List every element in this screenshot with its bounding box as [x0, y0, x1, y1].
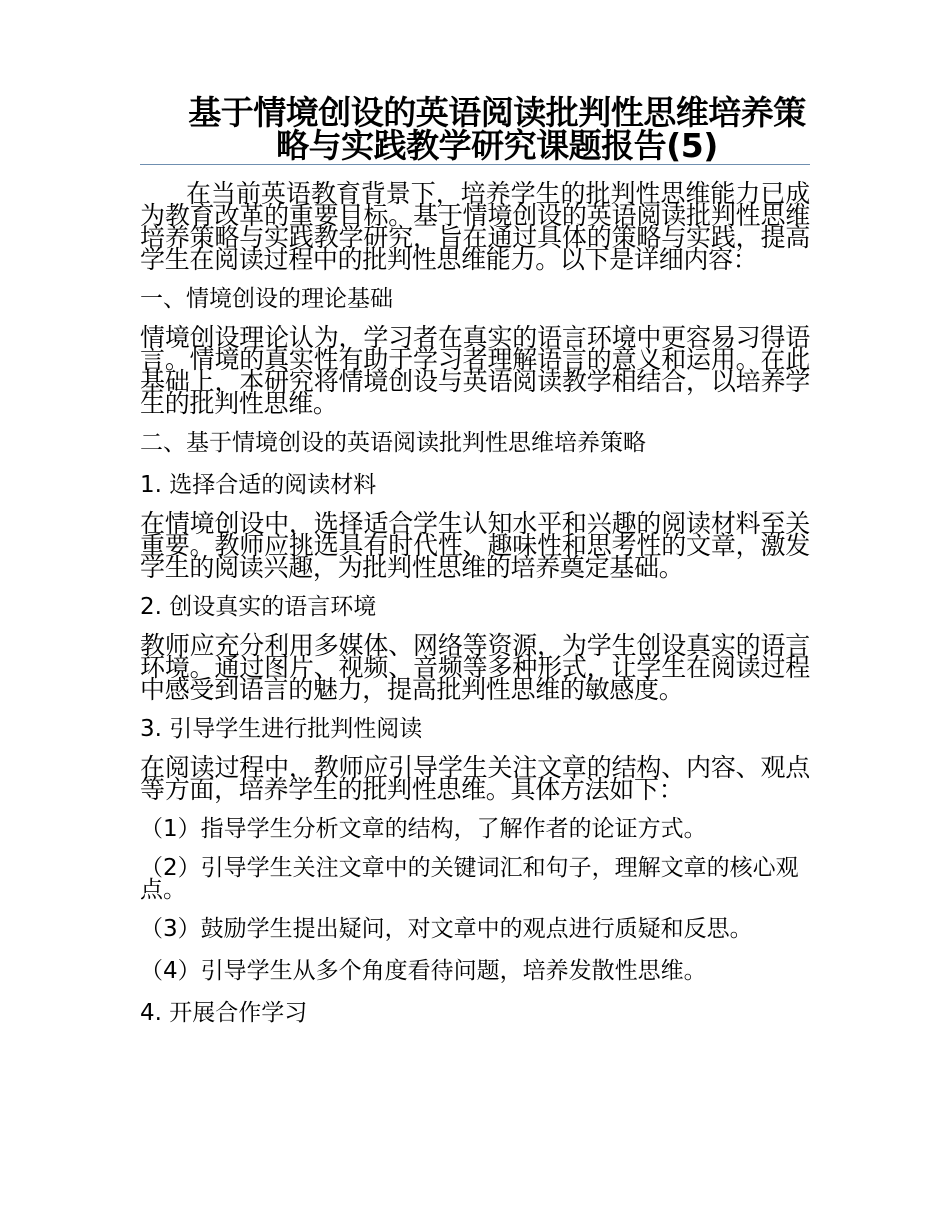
list-item: （1）指导学生分析文章的结构，了解作者的论证方式。 [140, 816, 707, 842]
intro-paragraph: 在当前英语教育背景下，培养学生的批判性思维能力已成为教育改革的重要目标。基于情境创设的英语阅读批判性思维培养策略与实践教学研究，旨在通过具体的策略与实践，提高学生在阅读过程中的批判性思维能力。以下是详细内容： [140, 179, 810, 274]
theory-paragraph: 情境创设理论认为，学习者在真实的语言环境中更容易习得语言。情境的真实性有助于学习者理解语言的意义和运用。在此基础上，本研究将情境创设与英语阅读教学相结合，以培养学生的批判性思维。 [140, 323, 810, 418]
subheading-cooperative-learning: 4. 开展合作学习 [140, 1000, 308, 1026]
list-item: （4）引导学生从多个角度看待问题，培养发散性思维。 [140, 958, 707, 984]
section-heading-strategies: 二、基于情境创设的英语阅读批判性思维培养策略 [140, 430, 646, 456]
language-environment-paragraph: 教师应充分利用多媒体、网络等资源，为学生创设真实的语言环境。通过图片、视频、音频等多种形式，让学生在阅读过程中感受到语言的魅力，提高批判性思维的敏感度。 [140, 631, 810, 704]
subheading-critical-reading: 3. 引导学生进行批判性阅读 [140, 716, 423, 742]
subheading-reading-materials: 1. 选择合适的阅读材料 [140, 472, 377, 498]
list-item: （3）鼓励学生提出疑问，对文章中的观点进行质疑和反思。 [140, 916, 753, 942]
document-page [140, 93, 810, 1041]
section-heading-theory: 一、情境创设的理论基础 [140, 286, 393, 312]
list-item: （2）引导学生关注文章中的关键词汇和句子，理解文章的核心观点。 [140, 855, 799, 903]
reading-materials-paragraph: 在情境创设中，选择适合学生认知水平和兴趣的阅读材料至关重要。教师应挑选具有时代性、趣味性和思考性的文章，激发学生的阅读兴趣，为批判性思维的培养奠定基础。 [140, 509, 810, 582]
subheading-language-environment: 2. 创设真实的语言环境 [140, 594, 377, 620]
document-title: 基于情境创设的英语阅读批判性思维培养策略与实践教学研究课题报告(5) [188, 93, 806, 165]
critical-reading-paragraph: 在阅读过程中，教师应引导学生关注文章的结构、内容、观点等方面，培养学生的批判性思维。具体方法如下： [140, 753, 810, 804]
